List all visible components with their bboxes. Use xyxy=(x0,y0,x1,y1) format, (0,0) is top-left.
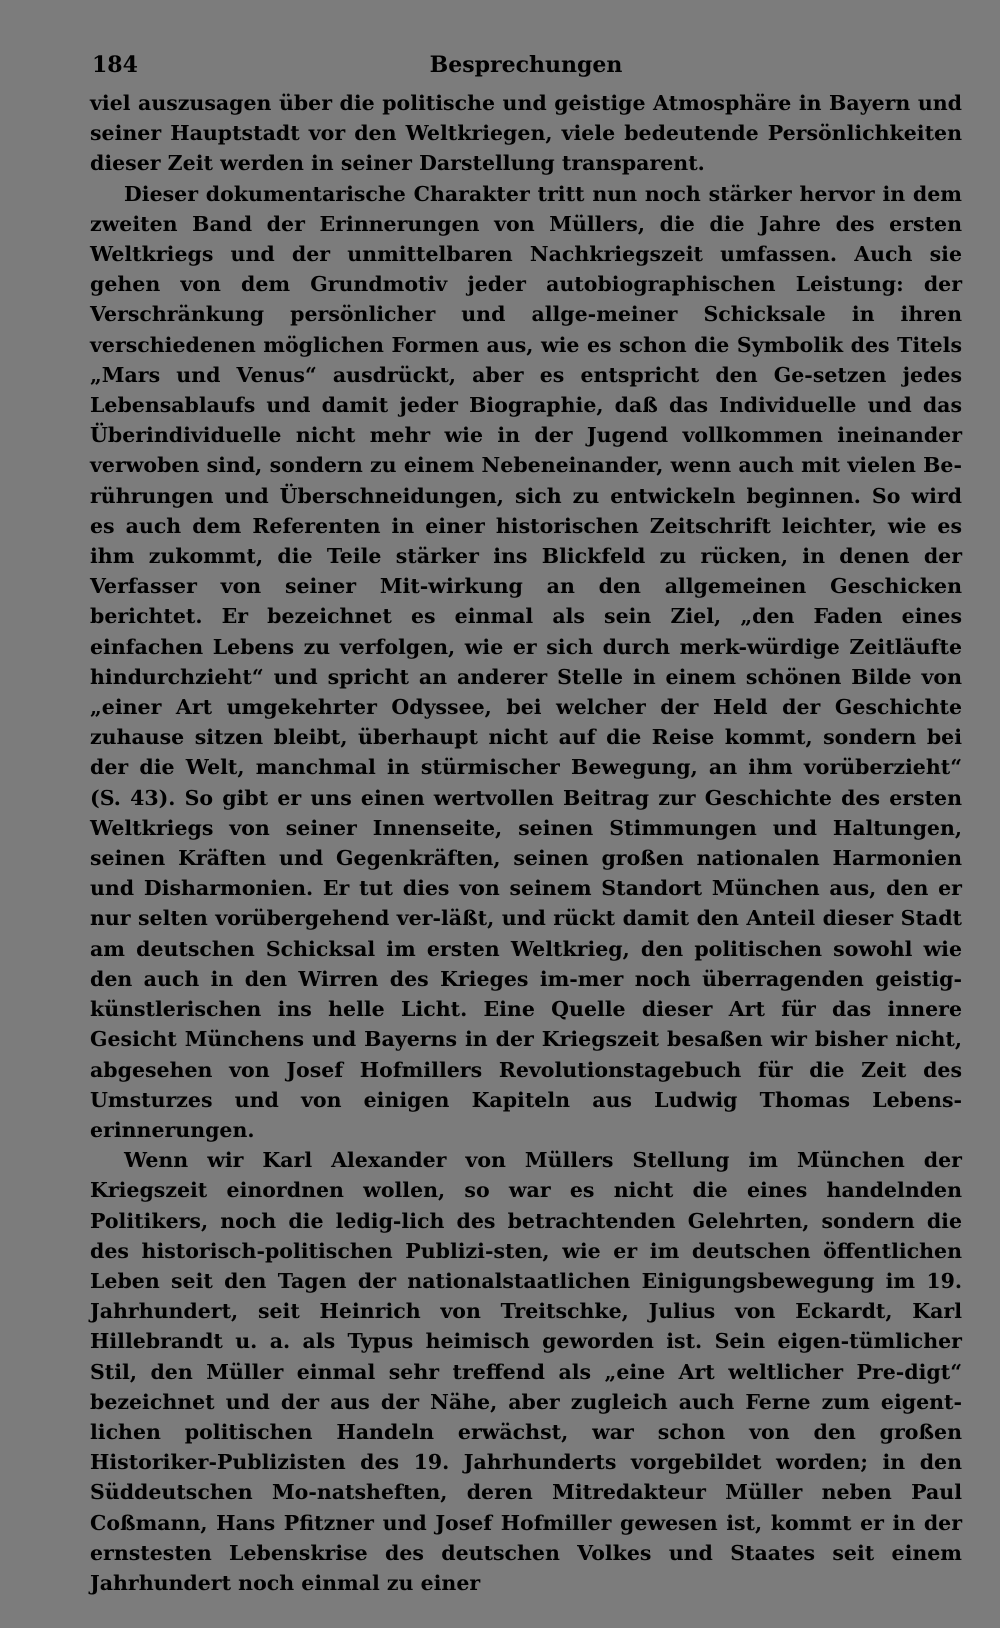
running-title: Besprechungen xyxy=(429,52,623,78)
running-head xyxy=(90,38,962,88)
paragraph: Wenn wir Karl Alexander von Müllers Stellung im München der Kriegszeit einordnen wollen, so war es nicht die eines handelnden Politikers, noch die ledig-lich des betrachtenden Gelehrten, sondern die des historisch-politischen Publizi-sten, wie er im deutschen öffentlichen Leben seit den Tagen der nationalstaatlichen Einigungsbewegung im 19. Jahrhundert, seit Heinrich von Treitschke, Julius von Eckardt, Karl Hillebrandt u. a. als Typus heimisch geworden ist. Sein eigen-tümlicher Stil, den Müller einmal sehr treffend als „eine Art weltlicher Pre-digt“ bezeichnet und der aus der Nähe, aber zugleich auch Ferne zum eigent-lichen politischen Handeln erwächst, war schon von den großen Historiker-Publizisten des 19. Jahrhunderts vorgebildet worden; in den Süddeutschen Mo-natsheften, deren Mitredakteur Müller neben Paul Coßmann, Hans Pfitzner und Josef Hofmiller gewesen ist, kommt er in der ernstesten Lebenskrise des deutschen Volkes und Staates seit einem Jahrhundert noch einmal zu einer xyxy=(90,1148,962,1595)
paragraph: Dieser dokumentarische Charakter tritt nun noch stärker hervor in dem zweiten Band der Erinnerungen von Müllers, die die Jahre des ersten Weltkriegs und der unmittelbaren Nachkriegszeit umfassen. Auch sie gehen von dem Grundmotiv jeder autobiographischen Leistung: der Verschränkung persönlicher und allge-meiner Schicksale in ihren verschiedenen möglichen Formen aus, wie es schon die Symbolik des Titels „Mars und Venus“ ausdrückt, aber es entspricht den Ge-setzen jedes Lebensablaufs und damit jeder Biographie, daß das Individuelle und das Überindividuelle nicht mehr wie in der Jugend vollkommen ineinander verwoben sind, sondern zu einem Nebeneinander, wenn auch mit vielen Be-rührungen und Überschneidungen, sich zu entwickeln beginnen. So wird es auch dem Referenten in einer historischen Zeitschrift leichter, wie es ihm zukommt, die Teile stärker ins Blickfeld zu rücken, in denen der Verfasser von seiner Mit-wirkung an den allgemeinen Geschicken berichtet. Er bezeichnet es einmal als sein Ziel, „den Faden eines einfachen Lebens zu verfolgen, wie er sich durch merk-würdige Zeitläufte hindurchzieht“ und spricht an anderer Stelle in einem schönen Bilde von „einer Art umgekehrter Odyssee, bei welcher der Held der Geschichte zuhause sitzen bleibt, überhaupt nicht auf die Reise kommt, sondern bei der die Welt, manchmal in stürmischer Bewegung, an ihm vorüberzieht“ (S. 43). So gibt er uns einen wertvollen Beitrag zur Geschichte des ersten Weltkriegs von seiner Innenseite, seinen Stimmungen und Haltungen, seinen Kräften und Gegenkräften, seinen großen nationalen Harmonien und Disharmonien. Er tut dies von seinem Standort München aus, den er nur selten vorübergehend ver-läßt, und rückt damit den Anteil dieser Stadt am deutschen Schicksal im ersten Weltkrieg, den politischen sowohl wie den auch in den Wirren des Krieges im-mer noch überragenden geistig-künstlerischen ins helle Licht. Eine Quelle dieser Art für das innere Gesicht Münchens und Bayerns in der Kriegszeit besaßen wir bisher nicht, abgesehen von Josef Hofmillers Revolutionstagebuch für die Zeit des Umsturzes und von einigen Kapiteln aus Ludwig Thomas Lebens-erinnerungen. xyxy=(90,181,962,1142)
page-number: 184 xyxy=(92,52,138,78)
body-text xyxy=(90,88,962,1598)
paragraph: viel auszusagen über die politische und geistige Atmosphäre in Bayern und seiner Hauptstadt vor den Weltkriegen, viele bedeutende Persönlichkeiten dieser Zeit werden in seiner Darstellung transparent. xyxy=(90,91,962,176)
book-page xyxy=(90,38,962,1598)
